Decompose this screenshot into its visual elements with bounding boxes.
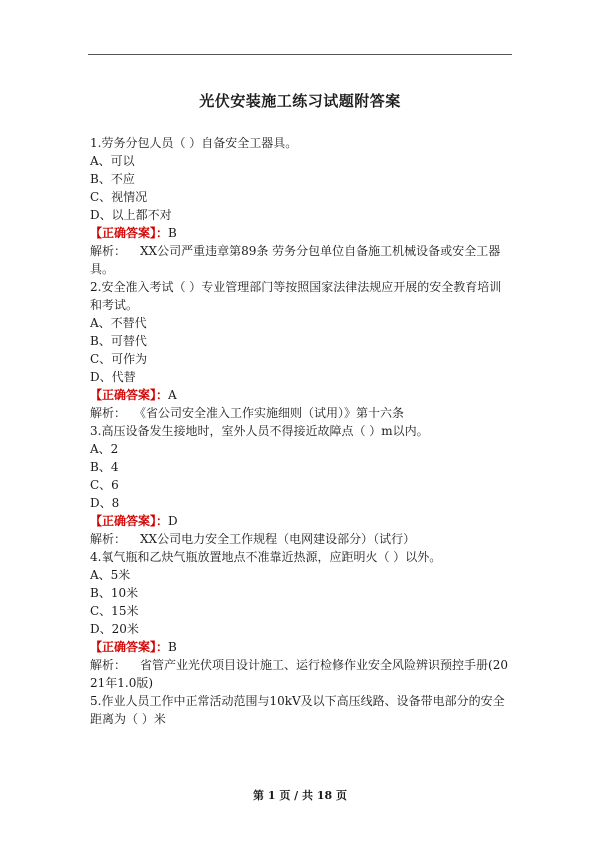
document-title: 光伏安装施工练习试题附答案: [199, 92, 401, 110]
option-a: A、可以: [90, 154, 135, 168]
answer-value: B: [168, 640, 177, 654]
option-d: D、以上都不对: [90, 208, 172, 222]
explanation-label: 解析：: [90, 406, 127, 420]
explanation-text: 省管产业光伏项目设计施工、运行检修作业安全风险辨识预控手册(2021年1.0版): [90, 658, 508, 690]
option-c: C、15米: [90, 604, 139, 618]
explanation-line: [90, 404, 512, 422]
question-stem: 1.劳务分包人员（ ）自备安全工器具。: [90, 136, 298, 150]
answer-line: [90, 638, 512, 656]
answer-value: B: [168, 226, 177, 240]
question-stem: 3.高压设备发生接地时，室外人员不得接近故障点（ ）m以内。: [90, 424, 429, 438]
explanation-line: [90, 656, 512, 692]
explanation-label: 解析：: [90, 532, 127, 546]
option-c: C、6: [90, 478, 119, 492]
question-block: [90, 548, 512, 692]
answer-label: 【正确答案】：: [90, 388, 169, 402]
option-a: A、2: [90, 442, 119, 456]
explanation-label: 解析：: [90, 658, 127, 672]
explanation-text: 《省公司安全准入工作实施细则（试用）》第十六条: [140, 406, 405, 420]
answer-line: [90, 386, 512, 404]
question-stem: 4.氧气瓶和乙炔气瓶放置地点不准靠近热源，应距明火（ ）以外。: [90, 550, 442, 564]
explanation-text: XX公司电力安全工作规程（电网建设部分）（试行）: [140, 532, 416, 546]
option-b: B、不应: [90, 172, 135, 186]
answer-label: 【正确答案】：: [90, 226, 169, 240]
question-block: [90, 134, 512, 278]
question-block: [90, 278, 512, 422]
answer-value: D: [168, 514, 178, 528]
option-d: D、20米: [90, 622, 139, 636]
page-footer: 第 1 页 / 共 18 页: [253, 789, 347, 802]
option-b: B、10米: [90, 586, 139, 600]
explanation-line: [90, 242, 512, 278]
option-c: C、可作为: [90, 352, 148, 366]
option-d: D、8: [90, 496, 120, 510]
explanation-line: [90, 530, 512, 548]
answer-line: [90, 224, 512, 242]
explanation-label: 解析：: [90, 244, 127, 258]
explanation-text: XX公司严重违章第89条 劳务分包单位自备施工机械设备或安全工器具。: [90, 244, 501, 276]
answer-label: 【正确答案】：: [90, 514, 169, 528]
answer-label: 【正确答案】：: [90, 640, 169, 654]
question-block: [90, 422, 512, 548]
option-b: B、可替代: [90, 334, 147, 348]
question-stem: 2.安全准入考试（ ）专业管理部门等按照国家法律法规应开展的安全教育培训和考试。: [90, 280, 502, 312]
option-a: A、不替代: [90, 316, 147, 330]
option-d: D、代替: [90, 370, 136, 384]
answer-value: A: [168, 388, 177, 402]
question-stem: 5.作业人员工作中正常活动范围与10kV及以下高压线路、设备带电部分的安全距离为（ ）米: [90, 694, 505, 726]
option-c: C、视情况: [90, 190, 148, 204]
option-b: B、4: [90, 460, 119, 474]
answer-line: [90, 512, 512, 530]
option-a: A、5米: [90, 568, 131, 582]
document-body: [90, 134, 512, 728]
header-rule: [88, 54, 512, 55]
